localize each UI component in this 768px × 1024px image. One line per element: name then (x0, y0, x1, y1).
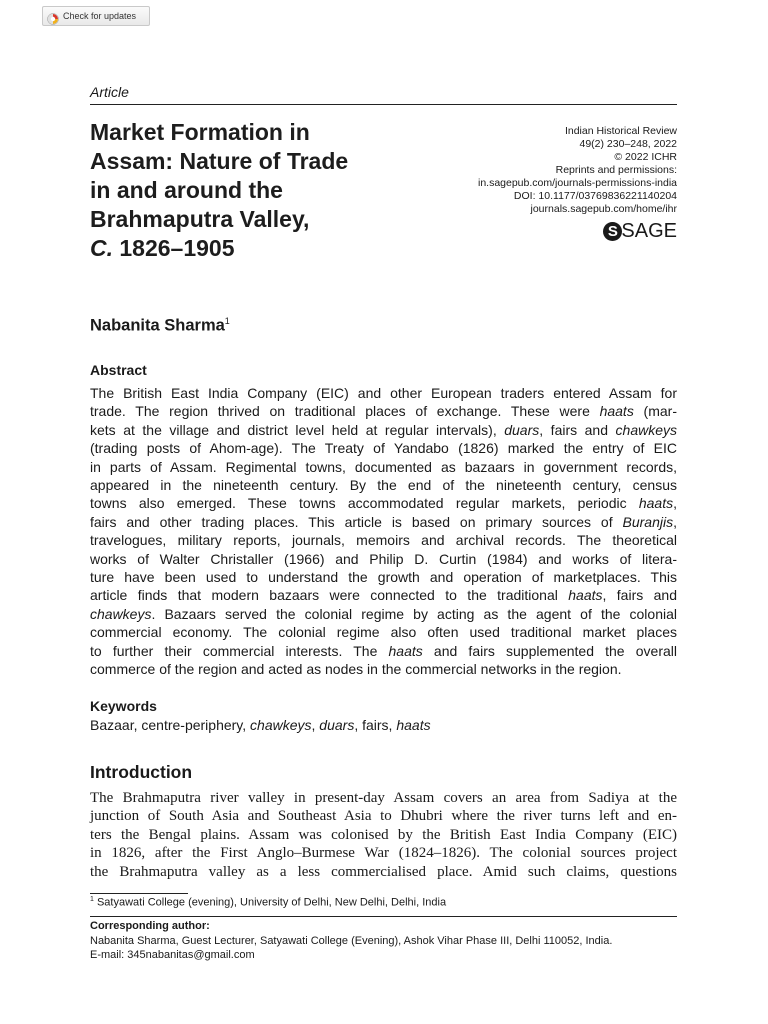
abstract-line (90, 568, 677, 586)
text-run: . Bazaars served the colonial regime by acting as the agent of the colonial (151, 605, 677, 622)
intro-line: junction of South Asia and Southeast Asia to Dhubri where the river turns left and en- (90, 808, 677, 825)
text-run: trade. The region thrived on traditional places of exchange. These were (90, 403, 600, 420)
italic-term: duars (504, 421, 540, 438)
italic-term: haats (388, 642, 423, 659)
text-run: , fairs, (354, 717, 397, 733)
article-type-label: Article (90, 84, 129, 100)
title-line: Assam: Nature of Trade (90, 148, 349, 174)
title-line-dates (90, 234, 420, 263)
text-run: The British East India Company (EIC) and other European traders entered Assam for (90, 385, 677, 401)
italic-term: chawkeys (250, 717, 312, 733)
abstract-line (90, 642, 677, 660)
abstract-line (90, 660, 677, 678)
footnote-rule (90, 893, 188, 894)
abstract-body (90, 384, 677, 679)
footnote-text: Satyawati College (evening), University of Delhi, New Delhi, Delhi, India (93, 896, 447, 909)
journal-copyright: © 2022 ICHR (614, 151, 677, 163)
text-run: fairs and other trading places. This article is based on primary sources of (90, 513, 623, 530)
text-run: article finds that modern bazaars were connected to the traditional (90, 587, 569, 604)
corresponding-address: Nabanita Sharma, Guest Lecturer, Satyawati College (Evening), Ashok Vihar Phase III, Delhi 110052, India. (90, 934, 613, 947)
text-run: (mar- (633, 403, 677, 420)
corresponding-label: Corresponding author: (90, 920, 210, 932)
title-line: Market Formation in (90, 119, 310, 145)
text-run: kets at the village and district level held at regular intervals), (90, 421, 505, 438)
sage-logo-mark: S (603, 222, 622, 241)
text-run: commercial economy. The colonial regime also often used traditional market places (90, 624, 677, 641)
italic-term: haats (396, 717, 431, 733)
abstract-line (90, 476, 677, 494)
italic-term: haats (599, 403, 634, 420)
text-run: towns also emerged. These towns accommodated regular markets, periodic (90, 495, 639, 512)
italic-term: Buranjis (622, 513, 674, 530)
reprints-label: Reprints and permissions: (555, 164, 677, 176)
intro-line: the Brahmaputra valley as a less commercialised place. Amid such claims, questions (90, 863, 677, 880)
text-run: , fairs and (602, 587, 677, 604)
intro-line: in 1826, after the First Anglo–Burmese War (1824–1826). The colonial sources project (90, 845, 677, 862)
intro-line: The Brahmaputra river valley in present-day Assam covers an area from Sadiya at the (90, 790, 677, 806)
intro-line: ters the Bengal plains. Assam was colonised by the British East India Company (EIC) (90, 826, 677, 843)
italic-term: chawkeys (90, 605, 152, 622)
text-run: , (673, 513, 677, 530)
text-run: and fairs supplemented the overall (422, 642, 677, 659)
text-run: ture have been used to understand the growth and operation of marketplaces. This (90, 569, 677, 586)
check-for-updates-icon (47, 10, 59, 22)
abstract-line (90, 550, 677, 568)
title-line: Brahmaputra Valley, (90, 206, 310, 232)
check-for-updates-label: Check for updates (63, 11, 137, 21)
italic-term: haats (568, 587, 603, 604)
introduction-heading: Introduction (90, 762, 193, 782)
text-run: , (673, 495, 677, 512)
author-name (90, 316, 230, 336)
text-run: works of Walter Christaller (1966) and Philip D. Curtin (1984) and works of litera- (90, 550, 677, 567)
abstract-line (90, 421, 677, 439)
introduction-body (90, 789, 677, 881)
check-for-updates-button[interactable] (42, 6, 150, 26)
text-run: to further their commercial interests. The (90, 642, 389, 659)
italic-term: chawkeys (615, 421, 677, 438)
journal-metadata (478, 125, 677, 216)
permissions-link[interactable]: in.sagepub.com/journals-permissions-india (477, 177, 677, 189)
footnote (90, 896, 446, 909)
doi-link[interactable]: DOI: 10.1177/03769836221140204 (513, 190, 677, 202)
author-name-text: Nabanita Sharma (90, 316, 225, 335)
affiliation-mark: 1 (224, 316, 230, 326)
journal-name: Indian Historical Review (564, 125, 677, 137)
corresponding-author-block (90, 919, 612, 963)
title-years: 1826–1905 (113, 235, 235, 261)
article-title (90, 118, 420, 263)
journal-home-link[interactable]: journals.sagepub.com/home/ihr (530, 203, 677, 215)
text-run: appeared in the nineteenth century. By the end of the nineteenth century, census (90, 477, 677, 494)
text-run: Bazaar, centre-periphery, (90, 717, 251, 733)
sage-logo-word: SAGE (621, 220, 677, 242)
abstract-line (90, 513, 677, 531)
keywords-list (90, 717, 431, 733)
abstract-line (90, 384, 677, 402)
title-circa: C. (90, 235, 113, 261)
text-run: , (311, 717, 320, 733)
abstract-heading: Abstract (90, 362, 147, 378)
text-run: commerce of the region and acted as nodes in the commercial networks in the region. (90, 661, 622, 678)
abstract-line (90, 458, 677, 476)
keywords-heading: Keywords (90, 698, 157, 714)
corresponding-rule (90, 916, 677, 917)
text-run: (trading posts of Ahom-age). The Treaty of Yandabo (1826) marked the entry of EIC (90, 440, 677, 457)
text-run: in parts of Assam. Regimental towns, documented as bazaars in government records, (90, 458, 677, 475)
abstract-line (90, 586, 677, 604)
text-run: , fairs and (539, 421, 616, 438)
abstract-line (90, 402, 677, 420)
abstract-line (90, 439, 677, 457)
abstract-line (90, 605, 677, 623)
italic-term: duars (319, 717, 355, 733)
text-run: travelogues, military reports, journals, memoirs and archival records. The theoretical (90, 532, 677, 549)
title-line: in and around the (90, 177, 283, 203)
italic-term: haats (638, 495, 674, 512)
header-rule (90, 104, 677, 105)
footnote-mark: 1 (90, 896, 94, 903)
abstract-line (90, 494, 677, 512)
sage-logo (603, 220, 677, 243)
journal-volume: 49(2) 230–248, 2022 (579, 138, 677, 150)
abstract-line (90, 531, 677, 549)
abstract-line (90, 623, 677, 641)
corresponding-email[interactable]: E-mail: 345nabanitas@gmail.com (90, 949, 255, 961)
